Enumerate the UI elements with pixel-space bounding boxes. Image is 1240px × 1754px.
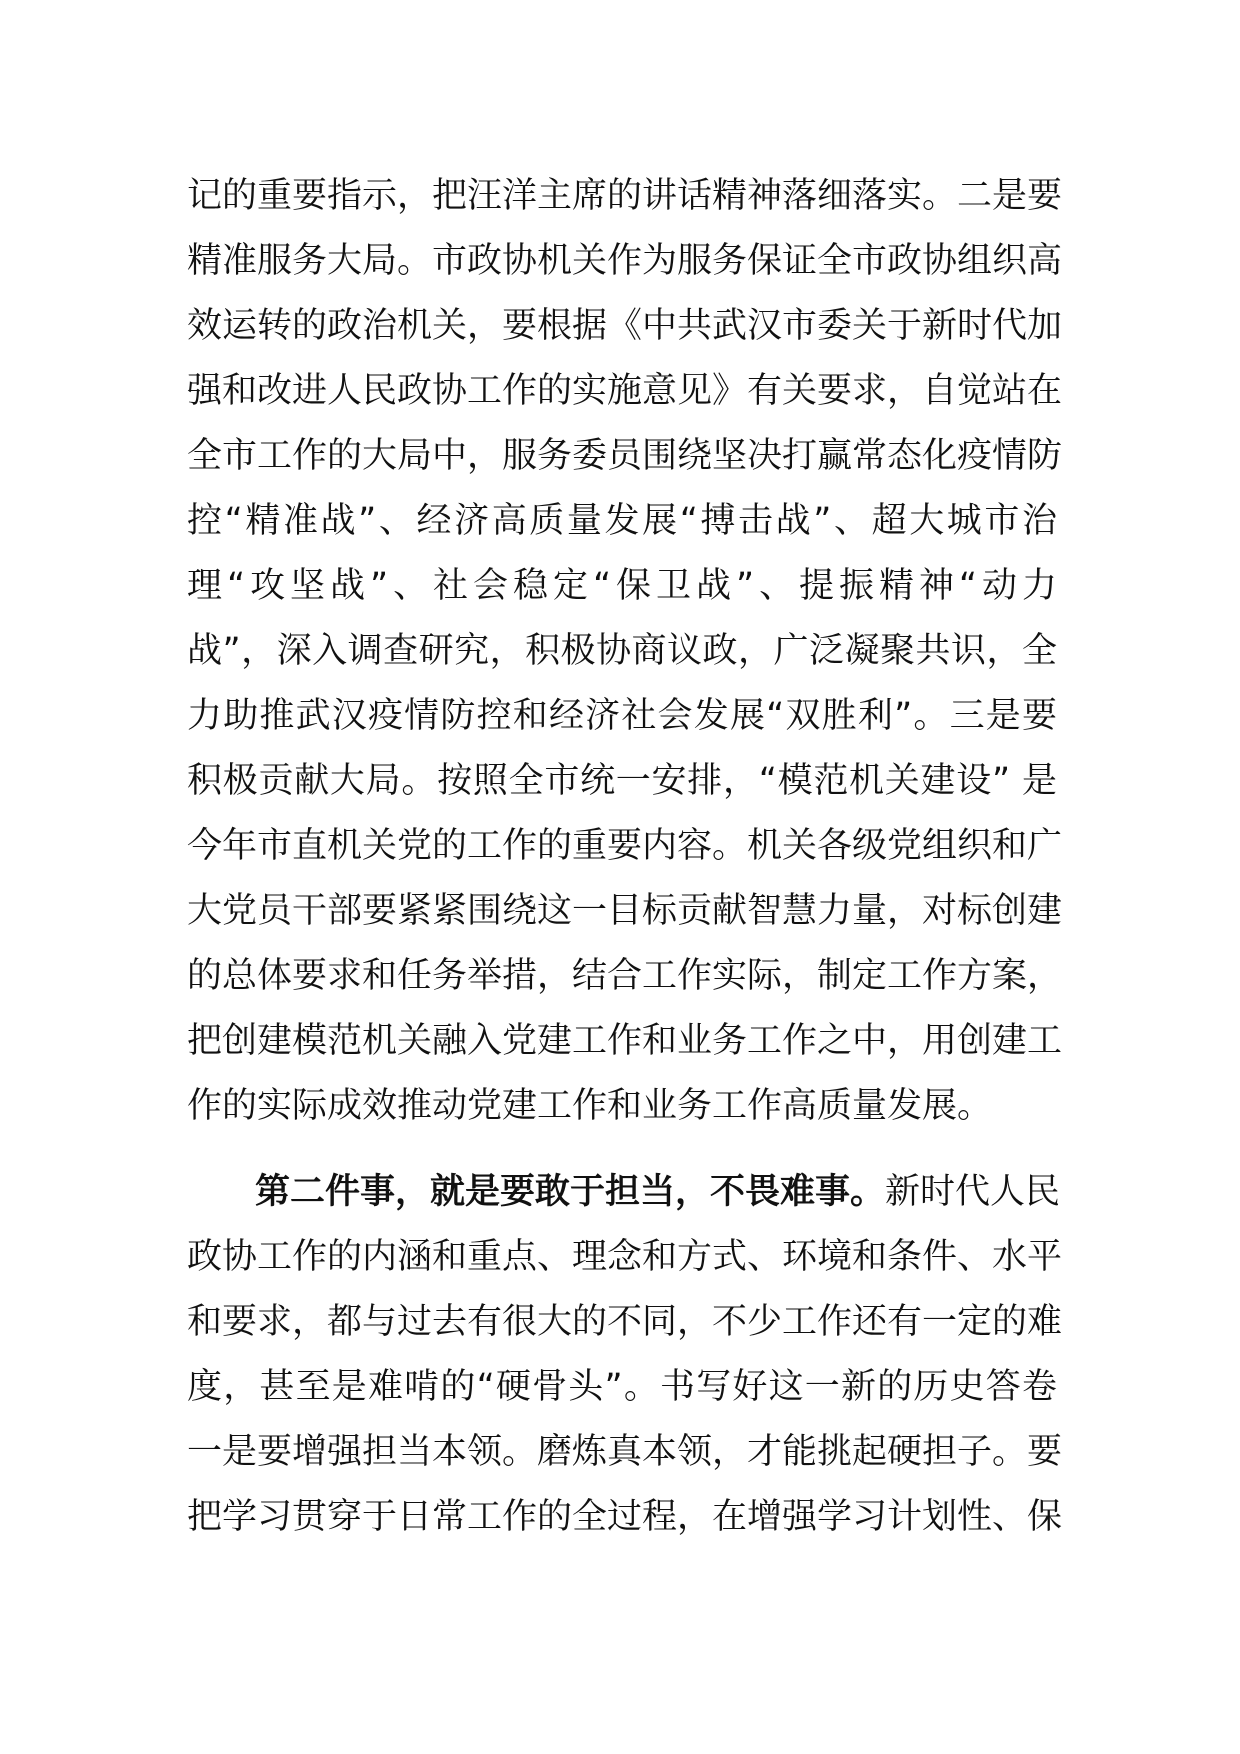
text-line: 控“精准战”、经济高质量发展“搏击战”、超大城市治 (187, 501, 1057, 541)
text-line: 强和改进人民政协工作的实施意见》有关要求，自觉站在 (187, 371, 1063, 411)
text-line: 今年市直机关党的工作的重要内容。机关各级党组织和广 (187, 826, 1063, 866)
text-line: 积极贡献大局。按照全市统一安排，“模范机关建设” 是 (187, 761, 1057, 801)
text-line: 战”，深入调查研究，积极协商议政，广泛凝聚共识，全 (187, 631, 1057, 671)
paragraph-2 (187, 1160, 1063, 1550)
paragraph-1 (187, 164, 1063, 1139)
paragraph-first-line-rest: 新时代人民 (885, 1172, 1061, 1212)
text-line: 力助推武汉疫情防控和经济社会发展“双胜利”。三是要 (187, 696, 1057, 736)
text-line-first (187, 1160, 1061, 1225)
text-line: 政协工作的内涵和重点、理念和方式、环境和条件、水平 (187, 1237, 1063, 1277)
text-line: 的总体要求和任务举措，结合工作实际，制定工作方案， (187, 956, 1063, 996)
text-line: 记的重要指示，把汪洋主席的讲话精神落细落实。二是要 (187, 176, 1063, 216)
text-line: 度，甚至是难啃的“硬骨头”。书写好这一新的历史答卷 (187, 1367, 1057, 1407)
text-line: 把学习贯穿于日常工作的全过程，在增强学习计划性、保 (187, 1497, 1063, 1537)
text-line: 和要求，都与过去有很大的不同，不少工作还有一定的难 (187, 1302, 1063, 1342)
text-line: 精准服务大局。市政协机关作为服务保证全市政协组织高 (187, 241, 1063, 281)
text-line: 效运转的政治机关，要根据《中共武汉市委关于新时代加 (187, 306, 1063, 346)
text-line: 理“攻坚战”、社会稳定“保卫战”、提振精神“动力 (187, 566, 1057, 606)
text-line: 作的实际成效推动党建工作和业务工作高质量发展。 (187, 1086, 993, 1126)
text-line: 全市工作的大局中，服务委员围绕坚决打赢常态化疫情防 (187, 436, 1063, 476)
text-line: 把创建模范机关融入党建工作和业务工作之中，用创建工 (187, 1021, 1063, 1061)
text-line: 大党员干部要紧紧围绕这一目标贡献智慧力量，对标创建 (187, 891, 1063, 931)
text-line: 一是要增强担当本领。磨炼真本领，才能挑起硬担子。要 (187, 1432, 1063, 1472)
paragraph-heading-bold: 第二件事，就是要敢于担当，不畏难事。 (255, 1172, 886, 1212)
